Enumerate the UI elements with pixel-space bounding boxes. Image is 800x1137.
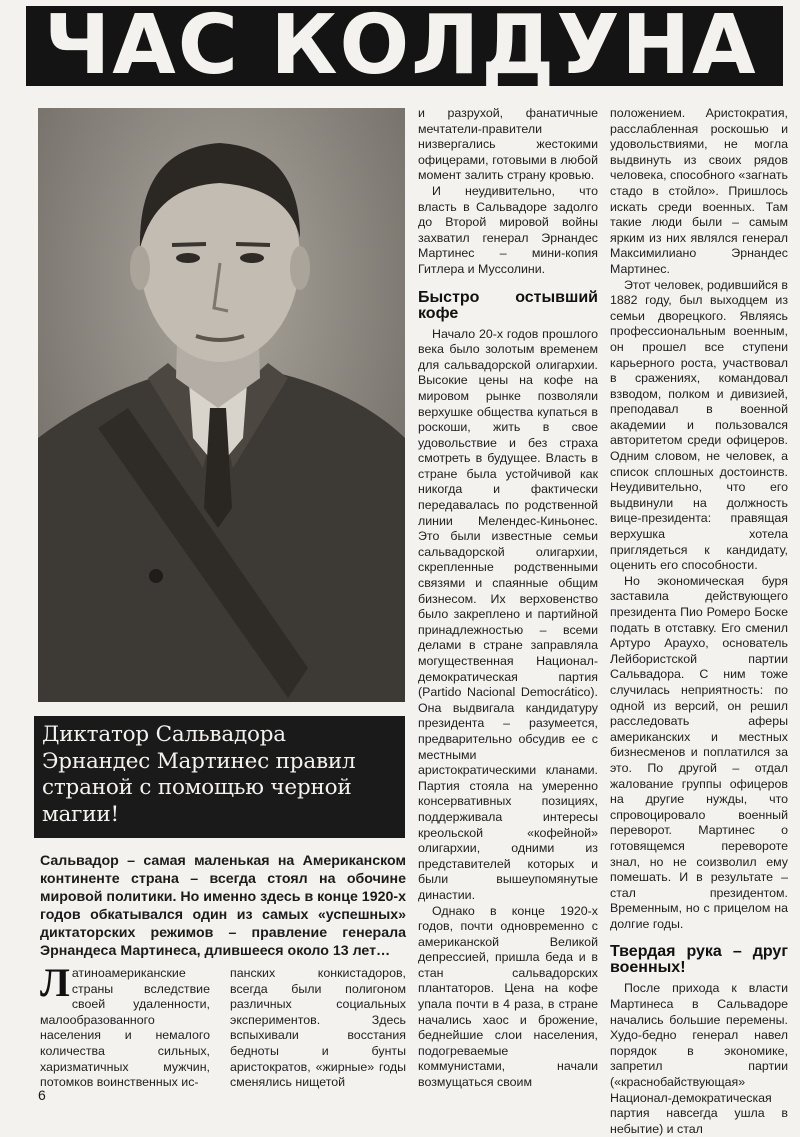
lead-paragraph: Сальвадор – самая маленькая на Американском континенте страна – всегда стоял на обочине мировой политики. Но именно здесь в конце 1920-х годов обкатывался один из самых «успешных» диктаторских режимов – правление генерала Эрнандеса Мартинеса, длившееся около 13 лет… xyxy=(40,853,406,959)
column-4-para-2: Этот человек, родившийся в 1882 году, был выходцем из семьи дворецкого. Являясь профессиональным военным, он прошел все ступени карьерного роста, участвовал в сражениях, командовал взводом, полком и дивизией, преподавал в военной академии и пользовался авторитетом среди офицеров. Одним словом, не человек, а список сплошных достоинств. Неудивительно, что его выдвинули на должность вице-президента: правящая верхушка хотела приглядеться к кандидату, оценить его способности. xyxy=(610,277,788,573)
column-4-para-1: положением. Аристократия, расслабленная роскошью и удовольствиями, не могла выдвинуть из своих рядов человека, способного «загнать стадо в стойло». Пришлось искать среди военных. Там такие люди были – самым ярким из них являлся генерал Максимилиано Эрнандес Мартинес. xyxy=(610,106,789,276)
column-1-text xyxy=(40,960,210,1091)
article-column-4 xyxy=(610,106,788,1137)
column-4-para-4: После прихода к власти Мартинеса в Сальвадоре начались большие перемены. Худо-бедно генерал навел порядок в экономике, запретил партии («краснобайствующая» Национал-демократическая партия навсегда ушла в небытие) и стал xyxy=(610,981,788,1136)
column-2-text: панских конкистадоров, всегда были полигоном различных социальных экспериментов. Здесь вспыхивали восстания бедноты и бунты аристократов, «жирные» годы сменялись нищетой xyxy=(230,966,406,1090)
subheading-firm-hand: Твердая рука – друг военных! xyxy=(610,943,788,977)
subheading-coffee: Быстро остывший кофе xyxy=(418,288,598,322)
article-column-3 xyxy=(418,106,598,1091)
portrait-illustration xyxy=(38,108,405,702)
page-number: 6 xyxy=(38,1087,46,1103)
article-column-1 xyxy=(40,960,210,1091)
title-bar xyxy=(26,0,783,93)
article-column-2 xyxy=(230,966,406,1091)
column-3-para-4: Однако в конце 1920-х годов, почти одновременно с американской Великой депрессией, пришла беда и в стан сальвадорских плантаторов. Цена на кофе упала почти в 4 раза, в стране начались хаос и брожение, беднейшие слои населения, подогреваемые коммунистами, начали возмущаться своим xyxy=(418,903,598,1090)
drop-cap: Л xyxy=(40,960,70,1005)
caption-box xyxy=(34,716,405,838)
column-1-body: атиноамериканские страны вследствие своей удаленности, малообразованного населения и немалого количества сильных, харизматичных мужчин, потомков воинственных ис- xyxy=(40,966,210,1090)
column-4-para-3: Но экономическая буря заставила действующего президента Пио Ромеро Боске подать в отставку. Его сменил Артуро Араухо, основатель Лейбористской партии Сальвадора. С ним тоже случилась неприятность: по одной из версий, он решил расследовать аферы американских и местных бизнесменов и поплатился за это. По другой – отдал жалование группы офицеров на другие нужды, что спровоцировало военный переворот. Мартинес о готовящемся перевороте знал, но не соизволил ему помешать. И в результате – стал президентом. Временным, но с прицелом на долгие годы. xyxy=(610,573,788,931)
caption-text: Диктатор Сальвадора Эрнандес Мартинес правил страной с помощью черной магии! xyxy=(42,722,356,827)
portrait-photo xyxy=(38,108,405,702)
column-3-para-2: И неудивительно, что власть в Сальвадоре задолго до Второй мировой войны захватил генерал Эрнандес Мартинес – мини-копия Гитлера и Муссолини. xyxy=(418,183,598,276)
page-title: ЧАС КОЛДУНА xyxy=(44,0,758,93)
column-3-para-3: Начало 20-х годов прошлого века было золотым временем для сальвадорской олигархии. Высокие цены на кофе на мировом рынке позволяли верхушке общества купаться в роскоши, жить в свое удовольствие и без страха смотреть в будущее. Власть в стране была устойчивой как никогда и фактически передавалась по родственной линии Мелендес-Киньонес. Это были известные семьи сальвадорской олигархии, скрепленные родственными связями и спаянные общим бизнесом. Их верховенство было закреплено и партийной принадлежностью – всеми делами в стране заправляла могущественная Национал-демократическая партия (Partido Nacional Democrático). Она выдвигала кандидатуру президента – разумеется, предварительно обсудив ее с местными аристократическими кланами. Партия стояла на умеренно консервативных позициях, поддерживала интересы креольской «кофейной» олигархии, одними из представителей которых и были вышеупомянутые династии. xyxy=(418,326,598,902)
column-3-para-1: и разрухой, фанатичные мечтатели-правители низвергались жестокими офицерами, готовыми в любой момент залить страну кровью. xyxy=(418,106,598,183)
